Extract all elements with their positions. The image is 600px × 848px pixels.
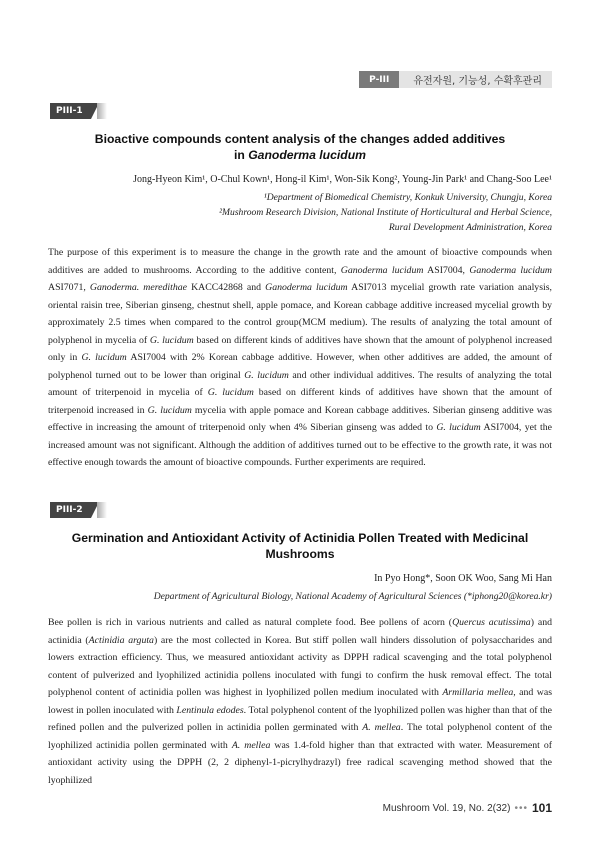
abstract-text: . The total polyphenol content of the lyophilized actinidia pollen germinated with: [48, 722, 552, 751]
abstract-text: ASI7004, yet the increased amount was not significant. Although the addition of additives turned out to be effective to the growth rate, it was not effective enough towards the amount of bioactive compounds. Further experiments are required.: [48, 422, 552, 468]
species-name: Actinidia arguta: [88, 634, 154, 646]
abstract-text: was 1.4-fold higher than that extracted with water. Measurement of antioxidant activity using the DPPH (2, 2 diphenyl-1-picrylhydrazyl) free radical scavenging method showed that the lyophilized: [48, 739, 553, 786]
affiliation-line: ¹Department of Biomedical Chemistry, Konkuk University, Chungju, Korea: [263, 192, 552, 203]
authors-1: Jong-Hyeon Kim¹, O-Chul Kown¹, Hong-il Kim¹, Won-Sik Kong², Young-Jin Park¹ and Chang-Soo Lee¹: [133, 174, 552, 185]
species-name: A. mellea: [362, 722, 401, 733]
section-label: 유전자원, 기능성, 수확후관리: [399, 71, 552, 88]
affiliation-2: Department of Agricultural Biology, National Academy of Agricultural Sciences (*iphong20@korea.kr): [153, 591, 552, 602]
title-line-2: Mushrooms: [265, 547, 335, 561]
species-name: Ganoderma lucidum: [469, 264, 552, 276]
species-name: G. lucidum: [244, 369, 289, 381]
abstract-title-1: [48, 131, 552, 163]
abstract-title-2: [48, 530, 552, 562]
species-name: Ganoderma. meredithae: [89, 282, 187, 293]
badge-shade: [97, 502, 107, 518]
abstract-badge-1: [50, 103, 107, 119]
abstract-text: and other individual additives. The results of analyzing the total amount of triterpenoid in mycelia of: [48, 369, 552, 398]
abstract-text: ASI7071,: [48, 282, 90, 293]
footer-dots: •••: [514, 802, 528, 814]
journal-citation: Mushroom Vol. 19, No. 2(32): [382, 802, 511, 814]
title-italic: Ganoderma lucidum: [248, 148, 367, 162]
abstract-text: ) and actinidia (: [48, 617, 552, 646]
species-name: Ganoderma lucidum: [340, 264, 424, 276]
page-number: 101: [531, 801, 552, 815]
abstract-text: ASI7004 with 2% Korean cabbage additive. However, when other additives are added, the amount of polyphenol turned out to be lower than original: [48, 352, 553, 381]
abstract-text: . Total polyphenol content of the lyophilized pollen was higher than that of the refined pollen and the pulverized pollen in actinidia pollen germinated with: [48, 704, 552, 733]
abstract-text: , and was lowest in pollen inoculated with: [48, 687, 553, 716]
abstract-text: ASI7013 mycelial growth rate variation analysis, oriental raisin tree, Siberian ginseng, chestnut shell, apple pomace, and Korean cabbage additive increased mycelial growth by approximately 2.5 times when compared to the control group(MCM medium). The results of analyzing the total amount of polyphenol in mycelia of: [48, 282, 552, 346]
abstract-text: The purpose of this experiment is to measure the change in the growth rate and the amount of bioactive compounds when additives are added to mushrooms. According to the additive content,: [48, 247, 552, 276]
affiliations-1: [219, 190, 552, 235]
species-name: Lentinula edodes: [176, 704, 244, 716]
species-name: G. lucidum: [436, 422, 481, 433]
section-code: P-III: [359, 71, 399, 88]
abstract-text: ASI7004,: [423, 264, 470, 276]
species-name: Quercus acutissima: [452, 617, 531, 628]
species-name: G. lucidum: [149, 334, 194, 346]
affiliation-line: ²Mushroom Research Division, National Institute of Horticultural and Herbal Science,: [219, 207, 552, 218]
badge-shade: [97, 103, 107, 119]
title-line-1: Bioactive compounds content analysis of the changes added additives: [94, 132, 506, 146]
title-line-1: Germination and Antioxidant Activity of Actinidia Pollen Treated with Medicinal: [71, 531, 529, 545]
species-name: Ganoderma lucidum: [265, 282, 348, 293]
authors-2: In Pyo Hong*, Soon OK Woo, Sang Mi Han: [374, 573, 552, 584]
abstract-text: KACC42868 and: [186, 282, 266, 293]
badge-label: PIII-2: [50, 502, 91, 518]
badge-label: PIII-1: [50, 103, 91, 119]
abstract-text: based on different kinds of additives have shown that the amount of polyphenol increased only in: [48, 334, 552, 363]
abstract-badge-2: [50, 502, 107, 518]
abstract-text: ) are the most collected in Korea. But stiff pollen wall hinders dissolution of polysaccharides and lowers extraction efficiency. Thus, we measured antioxidant activity as DPPH radical scavenging and the total polyphenol content of pulverized and lyophilized actinidia pollens inoculated with fungi to confirm the husk removal effect. The total polyphenol content of actinidia pollen was highest in lyophilized pollen medium inoculated with: [48, 634, 552, 698]
section-header-tag: [359, 71, 552, 88]
species-name: A. mellea: [231, 739, 271, 751]
title-line-2: [48, 147, 552, 163]
species-name: G. lucidum: [81, 352, 127, 363]
abstract-body-2: [48, 614, 552, 789]
abstract-text: mycelia with apple pomace and Korean cabbage additives. Siberian ginseng additive was effective in increasing the amount of triterpenoid only when 4% Siberian ginseng was added to: [48, 404, 552, 433]
abstract-body-1: [48, 244, 552, 472]
page-footer: [383, 801, 552, 815]
abstract-text: based on different kinds of additives have shown that the amount of triterpenoid increased in: [48, 387, 552, 416]
abstract-text: Bee pollen is rich in various nutrients and called as natural complete food. Bee pollens of acorn (: [48, 617, 453, 628]
title-prefix: in: [233, 148, 249, 162]
species-name: Armillaria mellea: [442, 687, 514, 698]
species-name: G. lucidum: [147, 404, 192, 416]
affiliation-line: Rural Development Administration, Korea: [388, 222, 552, 233]
species-name: G. lucidum: [207, 387, 254, 398]
